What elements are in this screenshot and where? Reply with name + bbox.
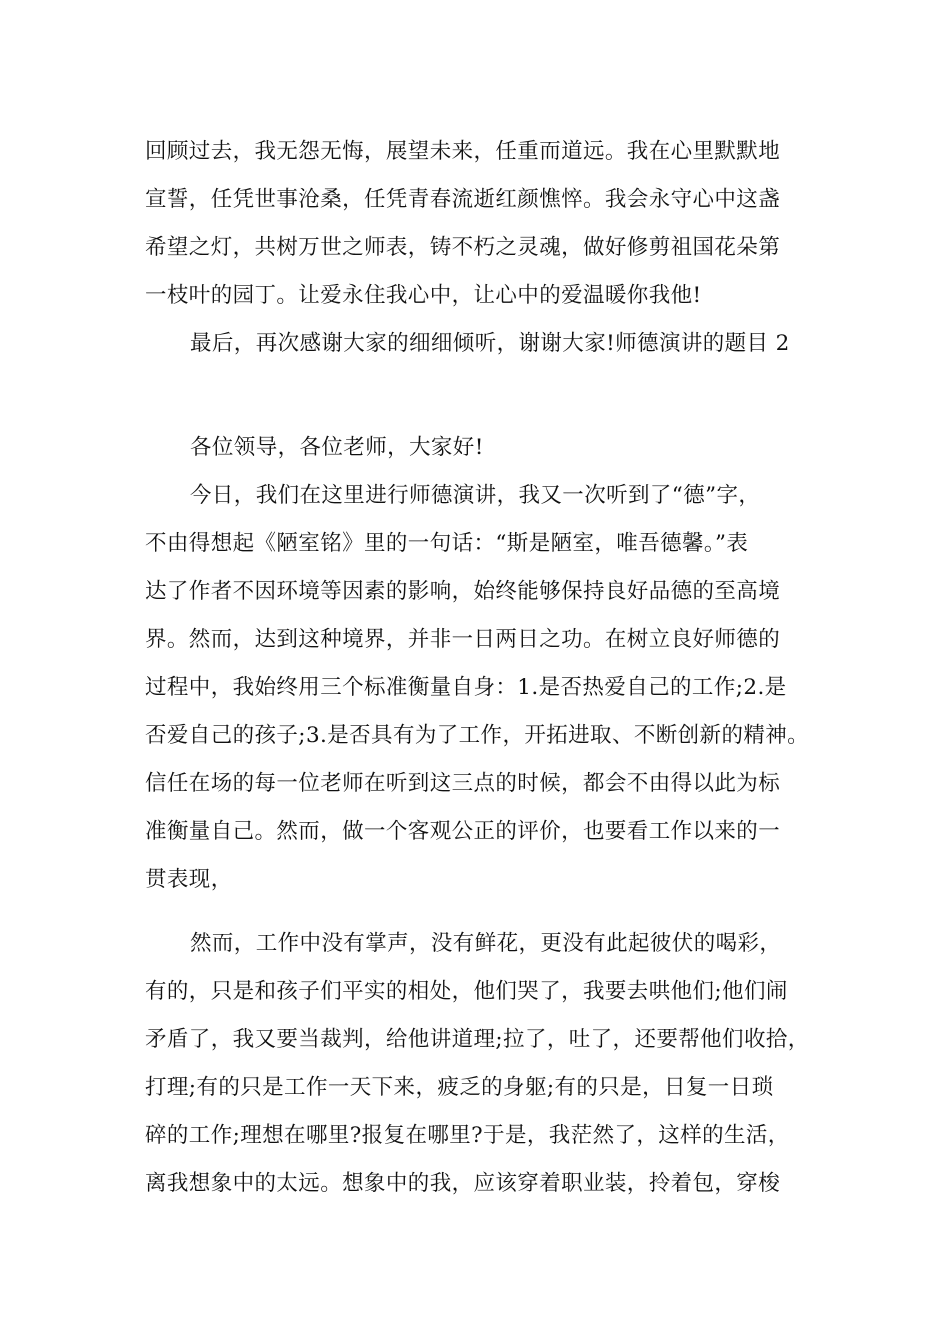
paragraph-2-line-8: 准衡量自己。然而，做一个客观公正的评价，也要看工作以来的一 <box>145 819 781 844</box>
paragraph-3-line-1: 然而，工作中没有掌声，没有鲜花，更没有此起彼伏的喝彩， <box>190 931 782 956</box>
paragraph-1-line-1: 回顾过去，我无怨无悔，展望未来，任重而道远。我在心里默默地 <box>145 139 781 164</box>
paragraph-3-line-6: 离我想象中的太远。想象中的我，应该穿着职业装，拎着包，穿梭 <box>145 1171 781 1196</box>
paragraph-1-line-3: 希望之灯，共树万世之师表，铸不朽之灵魂，做好修剪祖国花朵第 <box>145 235 781 260</box>
paragraph-3-line-3: 矛盾了，我又要当裁判，给他讲道理;拉了，吐了，还要帮他们收拾， <box>145 1027 810 1052</box>
paragraph-2-line-3: 达了作者不因环境等因素的影响，始终能够保持良好品德的至高境 <box>145 579 781 604</box>
paragraph-1-line-4: 一枝叶的园丁。让爱永住我心中，让心中的爱温暖你我他! <box>145 283 702 308</box>
paragraph-2-line-5: 过程中，我始终用三个标准衡量自身：1.是否热爱自己的工作;2.是 <box>145 675 787 700</box>
paragraph-3-line-5: 碎的工作;理想在哪里?报复在哪里?于是，我茫然了，这样的生活， <box>145 1123 790 1148</box>
paragraph-3-line-2: 有的，只是和孩子们平实的相处，他们哭了，我要去哄他们;他们闹 <box>145 979 788 1004</box>
paragraph-2-line-7: 信任在场的每一位老师在听到这三点的时候，都会不由得以此为标 <box>145 771 781 796</box>
paragraph-1-line-2: 宣誓，任凭世事沧桑，任凭青春流逝红颜憔悴。我会永守心中这盏 <box>145 187 781 212</box>
paragraph-2-line-1: 今日，我们在这里进行师德演讲，我又一次听到了“德”字， <box>190 483 761 508</box>
paragraph-2-line-2: 不由得想起《陋室铭》里的一句话：“斯是陋室，唯吾德馨。”表 <box>145 531 749 556</box>
paragraph-2-line-9: 贯表现， <box>145 867 233 892</box>
paragraph-3-line-4: 打理;有的只是工作一天下来，疲乏的身躯;有的只是，日复一日琐 <box>145 1075 774 1100</box>
closing-and-heading-line: 最后，再次感谢大家的细细倾听，谢谢大家!师德演讲的题目 2 <box>190 331 790 356</box>
paragraph-2-line-6: 否爱自己的孩子;3.是否具有为了工作，开拓进取、不断创新的精神。 <box>145 723 810 748</box>
paragraph-2-line-4: 界。然而，达到这种境界，并非一日两日之功。在树立良好师德的 <box>145 627 781 652</box>
greeting-line: 各位领导，各位老师，大家好! <box>190 435 484 460</box>
